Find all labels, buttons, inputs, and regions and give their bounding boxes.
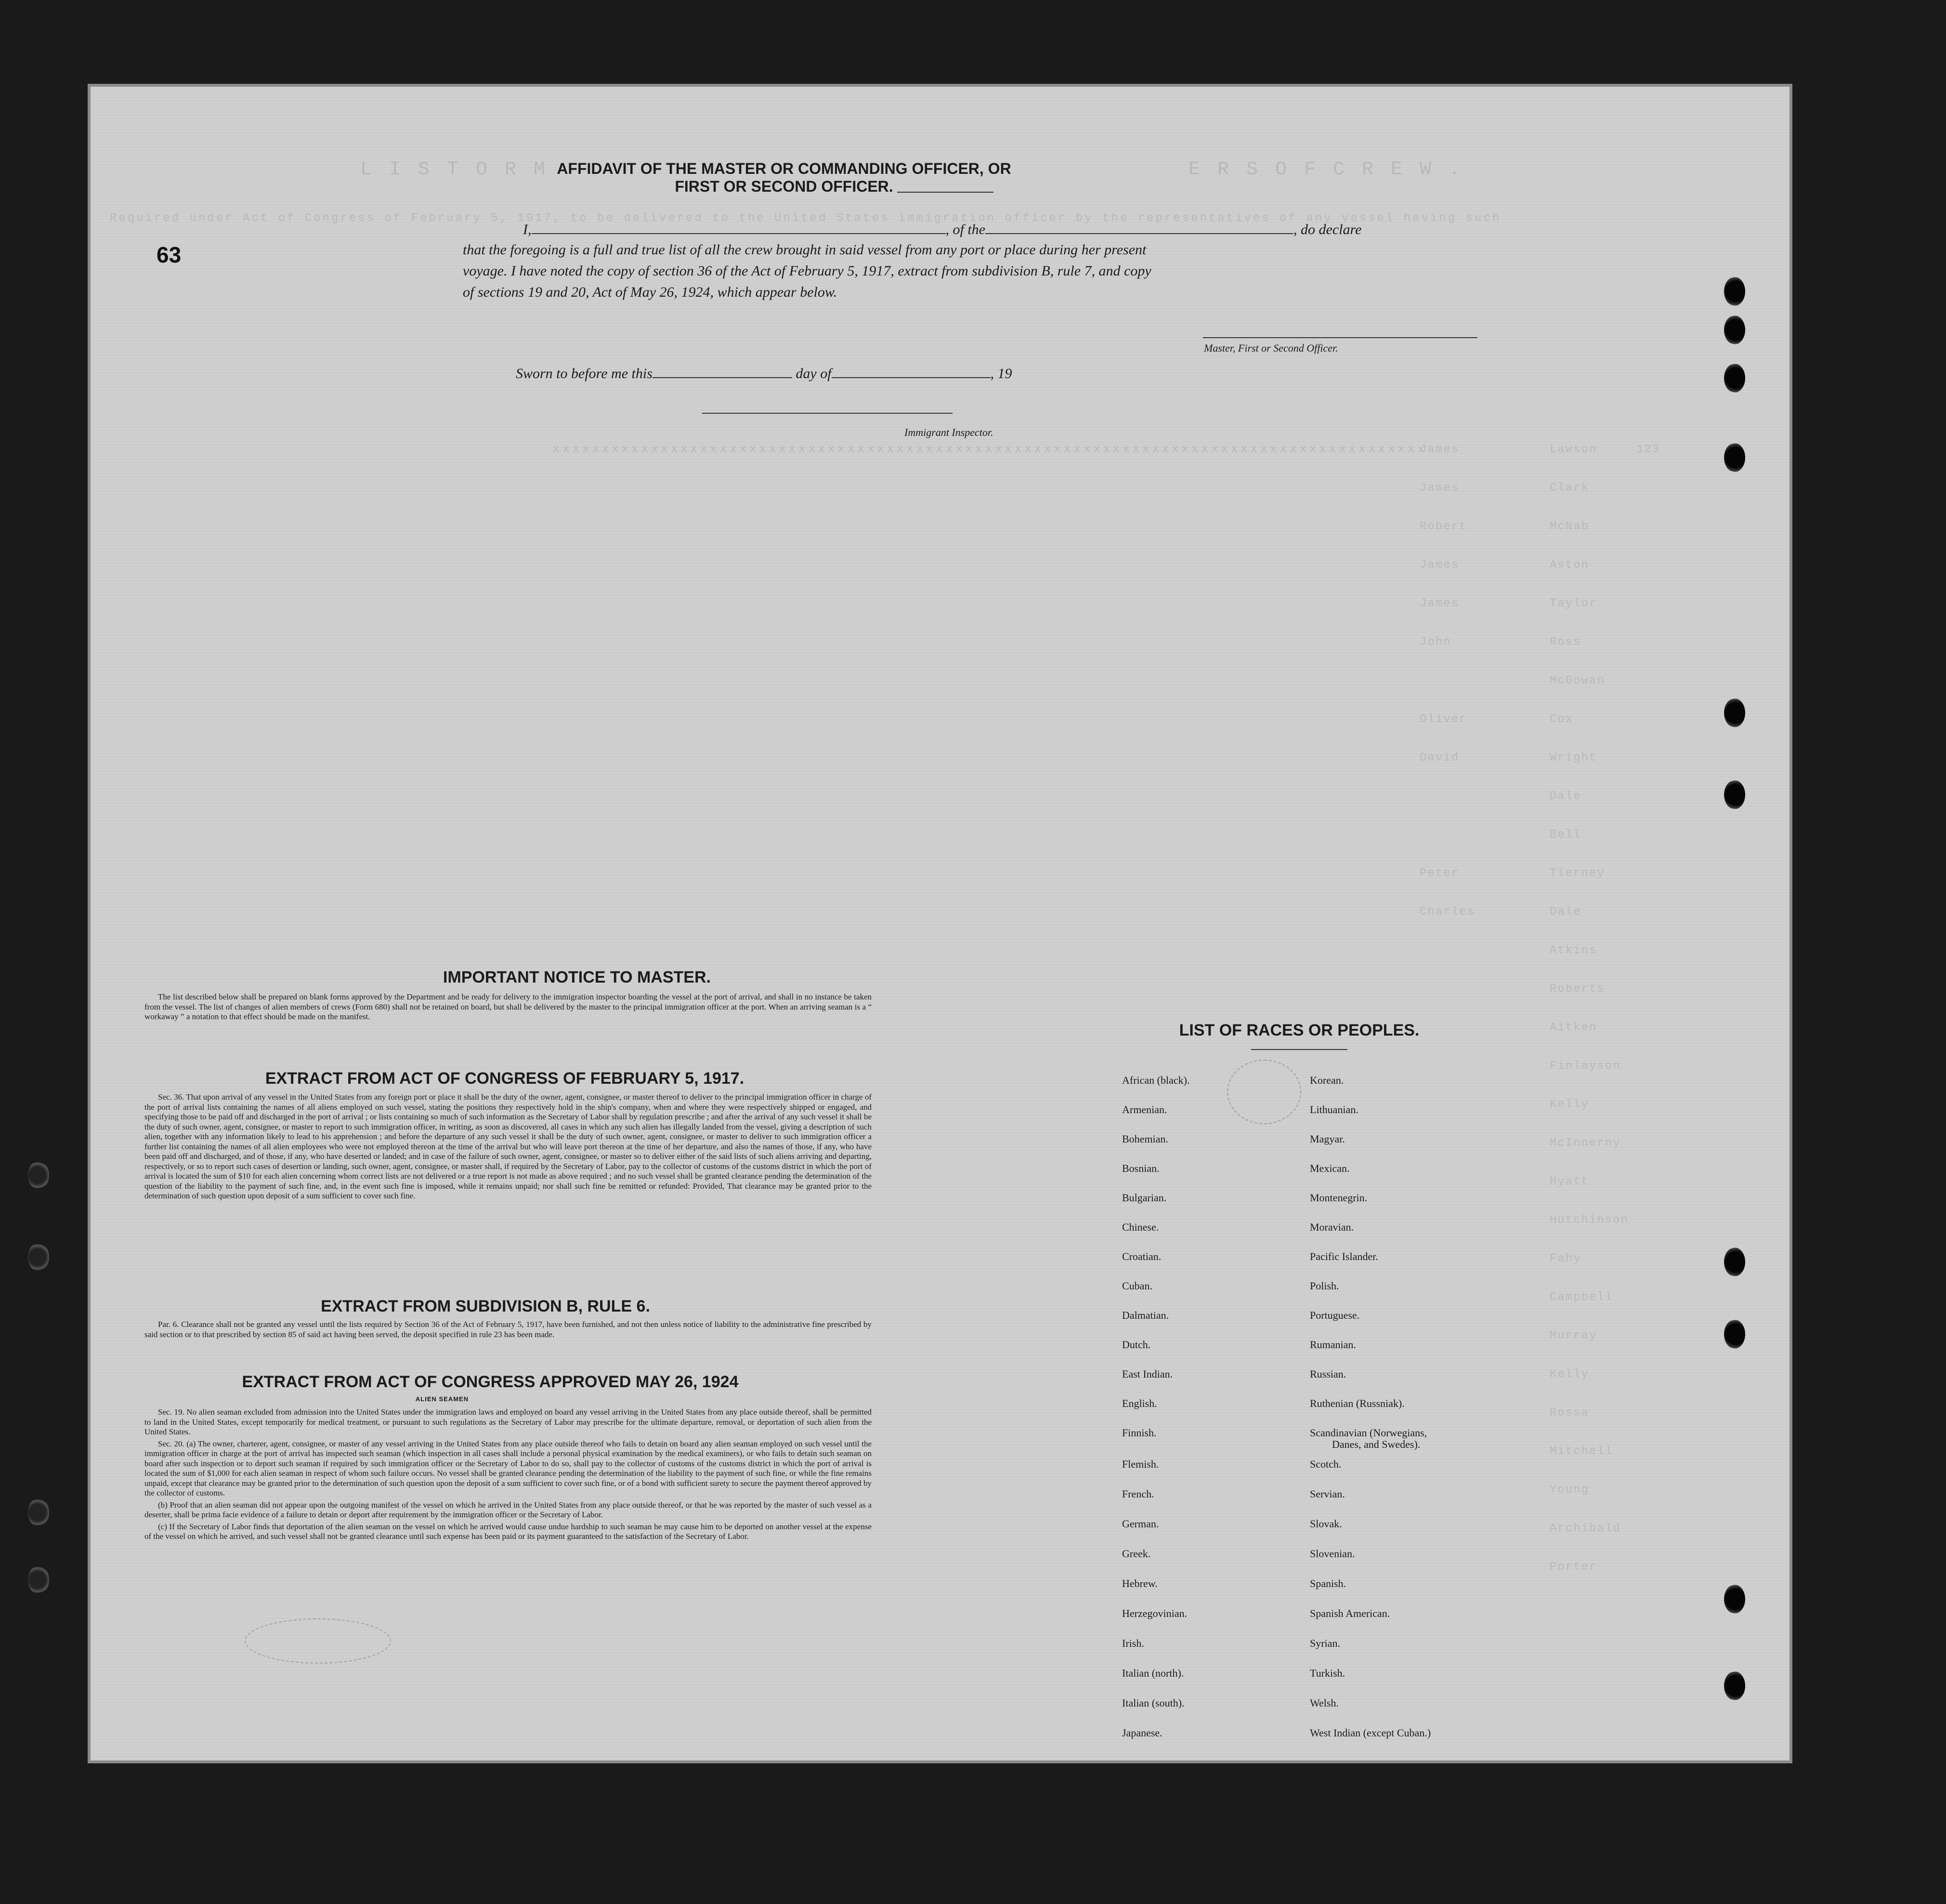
race-item: Slovenian. [1310,1548,1355,1560]
race-item: Moravian. [1310,1221,1354,1233]
sworn-line [516,365,1012,382]
inspector-caption: Immigrant Inspector. [904,426,993,438]
race-item: Lithuanian. [1310,1103,1358,1116]
rule6-heading: EXTRACT FROM SUBDIVISION B, RULE 6. [321,1297,650,1315]
master-signature-line [1203,337,1477,338]
page-number: 63 [157,242,182,267]
race-item: Bulgarian. [1122,1192,1167,1204]
race-item: West Indian (except Cuban.) [1310,1727,1431,1739]
inspector-signature-line [702,413,953,414]
race-item: Russian. [1310,1368,1346,1380]
notice-text: The list described below shall be prepared on blank forms approved by the Department and be ready for delivery to the immigration inspector boarding the vessel at the port of arrival, and shall in no instance be taken from the vessel. The list of changes of alien members of crews (Form 680) shall not be retained on board, but shall be delivered by the master to the principal immigration officer at the port. When an arriving seaman is a “ workaway ” a notation to that effect should be made on the manifest. [144,992,872,1021]
extract-1924-body [144,1407,872,1544]
sec20b-text: (b) Proof that an alien seaman did not appear upon the outgoing manifest of the vessel on which he arrived in the United States from any place outside thereof, or that he was reported by the master of such vessel as a deserter, shall be prima facie evidence of a failure to detain or deport after requirement by the immigration officer or the Secretary of Labor. [144,1500,872,1519]
rule6-body [144,1320,872,1341]
race-item: Ruthenian (Russniak). [1310,1397,1405,1409]
binder-hole [28,1161,49,1190]
punch-hole [1724,1671,1745,1700]
race-item: Italian (north). [1122,1667,1184,1679]
sworn-day-of: day of [796,366,832,381]
race-item: English. [1122,1397,1157,1409]
punch-hole [1724,443,1745,472]
race-item: Slovak. [1310,1518,1342,1530]
vessel-blank [985,221,1293,234]
race-item: Spanish American. [1310,1607,1390,1619]
race-item: Greek. [1122,1548,1151,1560]
punch-hole [1724,277,1745,306]
race-item: East Indian. [1122,1368,1173,1380]
punch-hole [1724,698,1745,727]
punch-hole [1724,1247,1745,1276]
race-item: African (black). [1122,1074,1190,1086]
sworn-text: Sworn to before me this [516,366,653,381]
affidavit-title: AFFIDAVIT OF THE MASTER OR COMMANDING OFFICER, OR FIRST OR SECOND OFFICER. [557,160,1011,195]
sworn-day-blank [653,365,792,378]
race-item: Bosnian. [1122,1162,1160,1174]
race-item: Welsh. [1310,1697,1339,1709]
binder-hole [28,1565,49,1594]
races-title-underline [1251,1049,1347,1050]
sec20c-text: (c) If the Secretary of Labor finds that deportation of the alien seaman on the vessel on which he arrived would cause undue hardship to such seaman he may cause him to be deported on another vessel at the expense of the vessel on which he arrived, and such vessel shall not be granted clearance until such expense has been paid or its payment guaranteed to the satisfaction of the Secretary of Labor. [144,1522,872,1541]
race-item: Servian. [1310,1488,1345,1500]
title-underline [897,192,993,193]
sec20a-text: Sec. 20. (a) The owner, charterer, agent, consignee, or master of any vessel arriving in the United States from any place outside thereof who fails to detain on board any alien seaman employed on such vessel until the immigration officer in charge at the port of arrival has inspected such seaman (which inspection in all cases shall include a personal physical examination by the medical examiners), or who fails to detain such seaman on board after such inspection or to deport such seaman if required by such immigration officer or the Secretary of Labor to do so, shall pay to the collector of customs of the customs district in which the port of arrival is located the sum of $1,000 for each alien seaman in respect of whom such failure occurs. No vessel shall be granted clearance pending the determination of the liability to the payment of such fine, or while the fine remains unpaid, except that clearance may be granted prior to the determination of such question upon the deposit of a sum sufficient to cover such fine, or of a bond with sufficient surety to secure the payment thereof approved by the collector of customs. [144,1439,872,1497]
race-item: Hebrew. [1122,1577,1158,1589]
race-item: Korean. [1310,1074,1344,1086]
race-item: Rumanian. [1310,1339,1356,1351]
punch-hole [1724,364,1745,393]
affidavit-do-declare: , do declare [1293,222,1362,237]
race-item: Chinese. [1122,1221,1159,1233]
affidavit-i: I, [523,222,532,237]
binder-hole [28,1498,49,1527]
race-item: German. [1122,1518,1159,1530]
race-item: French. [1122,1488,1154,1500]
name-blank [532,221,946,234]
sworn-month-blank [832,365,991,378]
affidavit-line-2: that the foregoing is a full and true list of all the crew brought in said vessel from any port or place during her present [463,242,1147,258]
race-item: Herzegovinian. [1122,1607,1187,1619]
race-item: Pacific Islander. [1310,1250,1378,1262]
race-item: Syrian. [1310,1637,1340,1649]
race-item: Japanese. [1122,1727,1162,1739]
race-item: Irish. [1122,1637,1144,1649]
affidavit-line-3: voyage. I have noted the copy of section 36 of the Act of February 5, 1917, extract from subdivision B, rule 7, and copy [463,263,1151,279]
race-item: Scandinavian (Norwegians, [1310,1427,1427,1439]
race-item-continuation: Danes, and Swedes). [1332,1438,1421,1450]
extract-1917-heading: EXTRACT FROM ACT OF CONGRESS OF FEBRUARY 5, 1917. [265,1069,744,1088]
race-item: Polish. [1310,1280,1339,1292]
race-item: Finnish. [1122,1427,1157,1439]
master-caption: Master, First or Second Officer. [1204,342,1338,354]
race-item: Flemish. [1122,1458,1159,1470]
race-item: Bohemian. [1122,1133,1168,1145]
alien-seamen-subheading: ALIEN SEAMEN [415,1395,469,1403]
race-item: Spanish. [1310,1577,1346,1589]
race-item: Portuguese. [1310,1309,1360,1321]
sworn-year: , 19 [990,366,1012,381]
punch-hole [1724,1320,1745,1349]
punch-hole [1724,780,1745,809]
manifest-page: L I S T O R M E R S O F C R E W . Required under Act of Congress of February 5, 1917, to be delivered to the United States immigration officer by the representatives of any vessel having such xxxxxxxxxxxxxxxxxxxxxxxxxxxxxxxxxxxxxxxxxxxxxxxxxxxxxxxxxxxxxxxxxxxxxxxxxxxxxxxxxxxxxxxxx James Lawson 123 Clark James McNab Robert Aston James Taylor James Ross John McGowan Cox Oliver Wright David Dale Bell Tierney Peter Dale Charles Atkins Roberts Aitken Finlayson Kelly McInnerny Hyatt Hutchinson Fahy Campbell Murray Kelly Rossa Mitchell Young Archibald Porter 63 AFFIDAVIT OF THE MASTER OR COMMANDING OFFICER, OR FIRST OR SECOND OFFICER. I, , of the , do declare that the foregoing is a full and true list of all the crew brought in said vessel from any port or place during her present voyage. I have noted the copy of section 36 of the Act of February 5, 1917, extract from subdivision B, rule 7, and copy of sections 19 and 20, Act of May 26, 1924, which appear below. Master, First or Second Officer. Sworn to before me this day of , 19 Immigrant Inspector. IMPORTANT NOTICE TO MASTER. The list described below shall be prepared on blank forms approved by the Department and be ready for delivery to the immigration inspector boarding the vessel at the port of arrival, and shall in no instance be taken from the vessel. The list of changes of alien members of crews (Form 680) shall not be retained on board, but shall be delivered by the master to the principal immigration officer at the port. When an arriving seaman is a “ workaway ” a notation to that effect should be made on the manifest. EXTRACT FROM ACT OF CONGRESS OF FEBRUARY 5, 1917. Sec. 36. That upon arrival of any vessel in the United States from any foreign port or place it shall be the duty of the owner, agent, consignee, or master thereof to deliver to the principal immigration officer in charge of the port of arrival lists containing the names of all aliens employed on such vessel, stating the positions they respectively hold in the ship's company, when and where they were respectively shipped or engaged, and specifying those to be paid off and discharged in the port of arrival ; or lists containing so much of such information as the Secretary of Labor shall by regulation prescribe ; and after the arrival of any such vessel it shall be the duty of such owner, agent, consignee, or master to report to such immigration officer, in writing, as soon as discovered, all cases in which any such alien has illegally landed from the vessel, giving a description of such alien, together with any information likely to lead to his apprehension ; and before the departure of any such vessel it shall be the duty of such owner, agent, consignee, or master to deliver to such immigration officer a further list containing the names of all alien employees who were not employed thereon at the time of the arrival but who will leave port thereon at the time of her departure, and also the names of those, if any, who have been paid off and discharged, and of those, if any, who have deserted or landed; and in case of the failure of such owner, agent, consignee, or master so to deliver either of the said lists of such aliens arriving and departing, respectively, or so to report such cases of desertion or landing, such owner, agent, consignee, or master shall, if required by the Secretary of Labor, pay to the collector of customs of the customs district in which the port of arrival is located the sum of $10 for each alien concerning whom correct lists are not delivered or a true report is not made as above required ; and no such vessel shall be granted clearance pending the determination of the question of the liability to the payment of such fine, and, in the event such fine is imposed, while it remains unpaid; nor shall such fine be remitted or refunded: Provided, That clearance may be granted prior to the determination of such question upon deposit of a sum sufficient to cover such fine. EXTRACT FROM SUBDIVISION B, RULE 6. Par. 6. Clearance shall not be granted any vessel until the lists required by Section 36 of the Act of February 5, 1917, have been furnished, and not then unless notice of liability to the administrative fine prescribed by said section or to that prescribed by section 85 of said act having been served, the deposit specified in rule 23 has been made. EXTRACT FROM ACT OF CONGRESS APPROVED MAY 26, 1924 ALIEN SEAMEN Sec. 19. No alien seaman excluded from admission into the United States under the immigration laws and employed on board any vessel arriving in the United States from any place outside thereof, shall be permitted to land in the United States, except temporarily for medical treatment, or pursuant to such regulations as the Secretary of Labor may prescribe for the ultimate departure, removal, or deportation of such alien from the United States. Sec. 20. (a) The owner, charterer, agent, consignee, or master of any vessel arriving in the United States from any place outside thereof who fails to detain on board any alien seaman employed on such vessel until the immigration officer in charge at the port of arrival has inspected such seaman (which inspection in all cases shall include a personal physical examination by the medical examiners), or who fails to detain such seaman on board after such inspection or to deport such seaman if required by such immigration officer or the Secretary of Labor to do so, shall pay to the collector of customs of the customs district in which the port of arrival is located the sum of $1,000 for each alien seaman in respect of whom such failure occurs. No vessel shall be granted clearance pending the determination of the liability to the payment of such fine, or while the fine remains unpaid, except that clearance may be granted prior to the determination of such question upon the deposit of a sum sufficient to cover such fine, or of a bond with sufficient surety to secure the payment thereof approved by the collector of customs. (b) Proof that an alien seaman did not appear upon the outgoing manifest of the vessel on which he arrived in the United States from any place outside thereof, or that he was reported by the master of such vessel as a deserter, shall be prima facie evidence of a failure to detain or deport after requirement by the immigration officer or the Secretary of Labor. (c) If the Secretary of Labor finds that deportation of the alien seaman on the vessel on which he arrived would cause undue hardship to such seaman he may cause him to be deported on another vessel at the expense of the vessel on which he arrived, and such vessel shall not be granted clearance until such expense has been paid or its payment guaranteed to the satisfaction of the Secretary of Labor. LIST OF RACES OR PEOPLES. African (black). Armenian. Bohemian. Bosnian. Bulgarian. Chinese. Croatian. Cuban. Dalmatian. Dutch. East Indian. English. Finnish. Flemish. French. German. Greek. Hebrew. Herzegovinian. Irish. Italian (north). Italian (south). Japanese. Korean. Lithuanian. Magyar. Mexican. Montenegrin. Moravian. Pacific Islander. Polish. Portuguese. Rumanian. Russian. Ruthenian (Russniak). Scandinavian (Norwegians, Danes, and Swedes). Scotch. Servian. Slovak. Slovenian. Spanish. Spanish American. Syrian. Turkish. Welsh. West Indian (except Cuban.) [91,87,1789,1760]
race-item: Scotch. [1310,1458,1342,1470]
extract-1917-body [144,1092,872,1203]
punch-hole [1724,315,1745,344]
race-item: Dutch. [1122,1339,1151,1351]
race-item: Cuban. [1122,1280,1152,1292]
faint-stamp-small [1227,1060,1301,1124]
rule6-text: Par. 6. Clearance shall not be granted any vessel until the lists required by Section 36 of the Act of February 5, 1917, have been furnished, and not then unless notice of liability to the administrative fine prescribed by said section or to that prescribed by section 85 of said act having been served, the deposit specified in rule 23 has been made. [144,1320,872,1339]
faint-stamp [245,1618,391,1664]
affidavit-line-1 [523,221,1361,238]
punch-hole [1724,1585,1745,1614]
affidavit-of-the: , of the [945,222,985,237]
binder-hole [28,1243,49,1272]
race-item: Turkish. [1310,1667,1345,1679]
race-item: Mexican. [1310,1162,1350,1174]
sec36-text: Sec. 36. That upon arrival of any vessel in the United States from any foreign port or place it shall be the duty of the owner, agent, consignee, or master thereof to deliver to the principal immigration officer in charge of the port of arrival lists containing the names of all aliens employed on such vessel, stating the positions they respectively hold in the ship's company, when and where they were respectively shipped or engaged, and specifying those to be paid off and discharged in the port of arrival ; or lists containing so much of such information as the Secretary of Labor shall by regulation prescribe ; and after the arrival of any such vessel it shall be the duty of such owner, agent, consignee, or master to report to such immigration officer, in writing, as soon as discovered, all cases in which any such alien has illegally landed from the vessel, giving a description of such alien, together with any information likely to lead to his apprehension ; and before the departure of any such vessel it shall be the duty of such owner, agent, consignee, or master to deliver to such immigration officer a further list containing the names of all alien employees who were not employed thereon at the time of the arrival but who will leave port thereon at the time of her departure, and also the names of those, if any, who have been paid off and discharged, and of those, if any, who have deserted or landed; and in case of the failure of such owner, agent, consignee, or master so to deliver either of the said lists of such aliens arriving and departing, respectively, or so to report such cases of desertion or landing, such owner, agent, consignee, or master shall, if required by the Secretary of Labor, pay to the collector of customs of the customs district in which the port of arrival is located the sum of $10 for each alien concerning whom correct lists are not delivered or a true report is not made as above required ; and no such vessel shall be granted clearance pending the determination of the question of the liability to the payment of such fine, and, in the event such fine is imposed, while it remains unpaid; nor shall such fine be remitted or refunded: Provided, That clearance may be granted prior to the determination of such question upon deposit of a sum sufficient to cover such fine. [144,1092,872,1200]
race-item: Italian (south). [1122,1697,1185,1709]
races-title: LIST OF RACES OR PEOPLES. [1179,1021,1420,1039]
notice-heading: IMPORTANT NOTICE TO MASTER. [443,968,711,986]
race-item: Armenian. [1122,1103,1167,1116]
race-item: Croatian. [1122,1250,1162,1262]
race-item: Montenegrin. [1310,1192,1368,1204]
sec19-text: Sec. 19. No alien seaman excluded from admission into the United States under the immigration laws and employed on board any vessel arriving in the United States from any place outside thereof, shall be permitted to land in the United States, except temporarily for medical treatment, or pursuant to such regulations as the Secretary of Labor may prescribe for the ultimate departure, removal, or deportation of such alien from the United States. [144,1407,872,1436]
notice-body [144,992,872,1024]
affidavit-line-4: of sections 19 and 20, Act of May 26, 1924, which appear below. [463,284,837,300]
extract-1924-heading: EXTRACT FROM ACT OF CONGRESS APPROVED MAY 26, 1924 [242,1373,739,1391]
race-item: Magyar. [1310,1133,1345,1145]
race-item: Dalmatian. [1122,1309,1169,1321]
